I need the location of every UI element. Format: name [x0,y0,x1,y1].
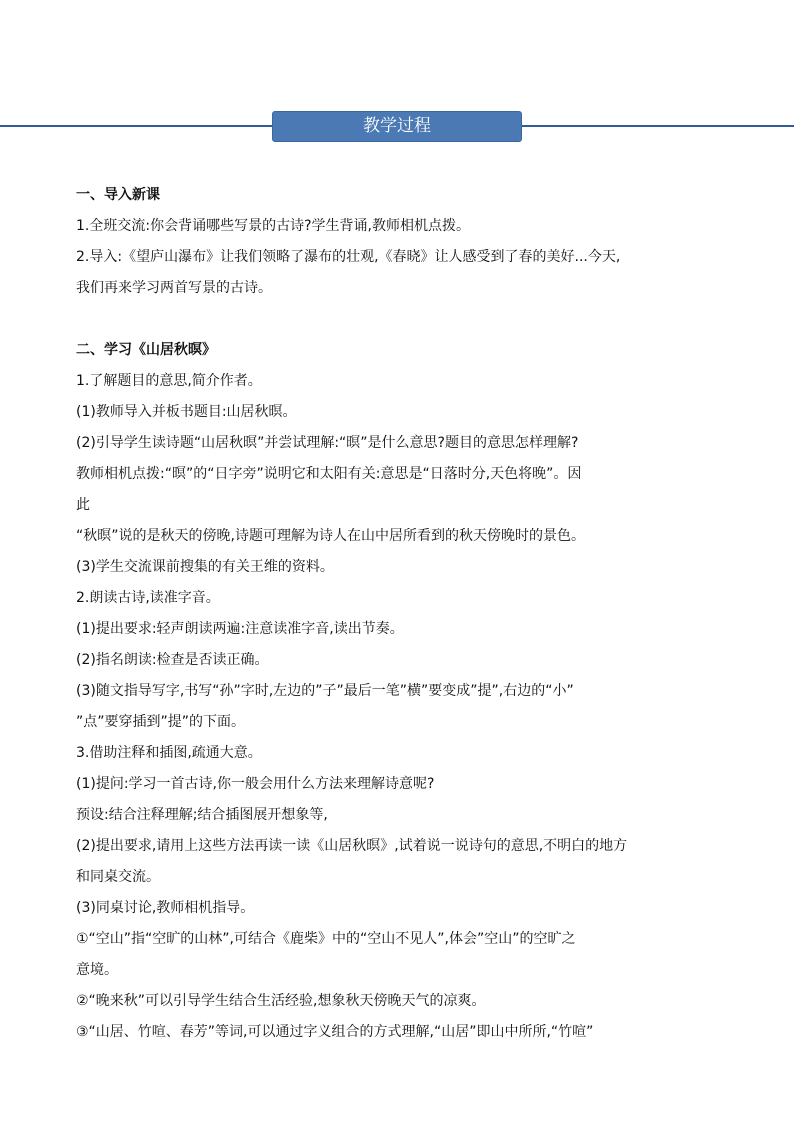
paragraph-line: ①“空山”指“空旷的山林”,可结合《鹿柴》中的“空山不见人”,体会”空山”的空旷之 [76,931,576,947]
paragraph-line: 1.全班交流:你会背诵哪些写景的古诗?学生背诵,教师相机点拨。 [76,218,470,234]
paragraph-line: ③“山居、竹喧、春芳”等词,可以通过字义组合的方式理解,“山居”即山中所所,“竹喧” [76,1024,594,1040]
paragraph-line: (1)提问:学习一首古诗,你一般会用什么方法来理解诗意呢? [76,776,435,792]
paragraph-line: 2.导入:《望庐山瀑布》让我们领略了瀑布的壮观,《春晓》让人感受到了春的美好...今天, [76,249,621,265]
section-heading: 一、导入新课 [76,187,160,203]
paragraph-line: (2)指名朗读:检查是否读正确。 [76,652,269,668]
paragraph-line: ”点”要穿插到”提”的下面。 [76,714,246,730]
paragraph-line: 教师相机点拨:“暝”的“日字旁”说明它和太阳有关:意思是“日落时分,天色将晚”。因 [76,466,582,482]
paragraph-line: (1)教师导入并板书题目:山居秋暝。 [76,404,297,420]
paragraph-line: 3.借助注释和插图,疏通大意。 [76,745,262,761]
paragraph-line: 和同桌交流。 [76,869,160,885]
title-rule-left [0,125,272,127]
paragraph-line: ②“晚来秋”可以引导学生结合生活经验,想象秋天傍晚天气的凉爽。 [76,993,486,1009]
paragraph-line: 1.了解题目的意思,简介作者。 [76,373,262,389]
document-body [76,180,720,1048]
paragraph-line: (3)随文指导写字,书写“孙”字时,左边的”子”最后一笔”横”要变成”提”,右边的“小” [76,683,574,699]
spacer [76,304,720,335]
title-rule-right [522,125,794,127]
paragraph-line: 预设:结合注释理解;结合插图展开想象等, [76,807,328,823]
paragraph-line: “秋暝”说的是秋天的傍晚,诗题可理解为诗人在山中居所看到的秋天傍晚时的景色。 [76,528,585,544]
paragraph-line: (3)学生交流课前搜集的有关王维的资料。 [76,559,334,575]
paragraph-line: (2)引导学生读诗题“山居秋暝”并尝试理解:“暝”是什么意思?题目的意思怎样理解? [76,435,579,451]
paragraph-line: 意境。 [76,962,118,978]
section-title-banner: 教学过程 [272,111,522,142]
paragraph-line: (3)同桌讨论,教师相机指导。 [76,900,255,916]
paragraph-line: 2.朗读古诗,读准字音。 [76,590,220,606]
paragraph-line: (1)提出要求:轻声朗读两遍:注意读准字音,读出节奏。 [76,621,404,637]
paragraph-line: 我们再来学习两首写景的古诗。 [76,280,272,296]
paragraph-line: 此 [76,497,90,513]
paragraph-line: (2)提出要求,请用上这些方法再读一读《山居秋暝》,试着说一说诗句的意思,不明白的地方 [76,838,628,854]
section-heading: 二、学习《山居秋暝》 [76,342,216,358]
